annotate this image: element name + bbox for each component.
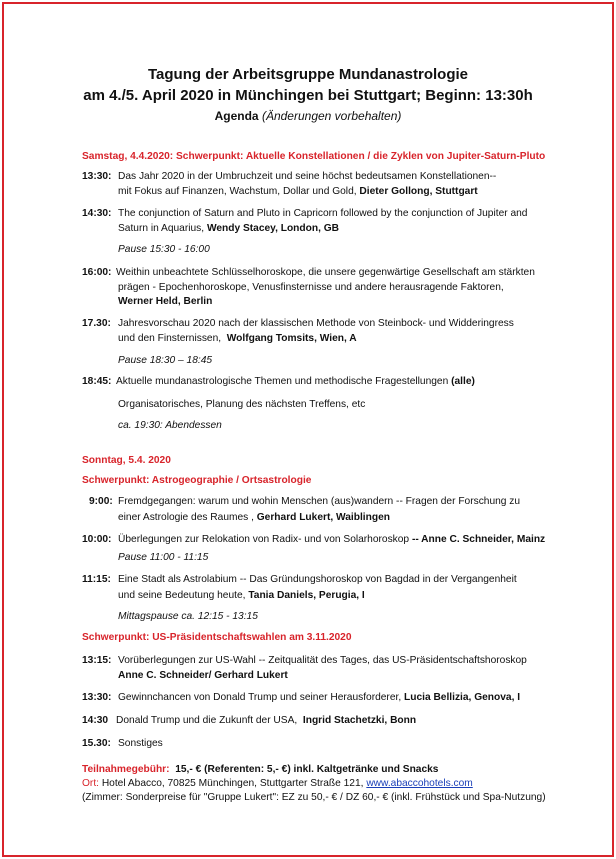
session-speaker: Werner Held, Berlin [118, 296, 213, 307]
session-text-cont [118, 512, 390, 524]
session-time: 10:00: [82, 534, 112, 545]
place-line [82, 778, 473, 790]
session-text: Sonstiges [118, 738, 163, 749]
session-time: 14:30 [82, 715, 109, 726]
focus-heading: Schwerpunkt: US-Präsidentschaftswahlen am 3.11.2020 [82, 632, 352, 643]
agenda-note: (Änderungen vorbehalten) [261, 109, 402, 123]
session-speaker: Wolfgang Tomsits, Wien, A [226, 333, 357, 344]
break-note: Pause 18:30 – 18:45 [118, 355, 213, 366]
session-time: 16:00: [82, 267, 112, 278]
session-time: 13:30: [82, 692, 112, 703]
session-text: Eine Stadt als Astrolabium -- Das Gründungshoroskop von Bagdad in der Vergangenheit [118, 574, 517, 585]
session-speaker: Tania Daniels, Perugia, I [248, 590, 365, 601]
session-text: Jahresvorschau 2020 nach der klassischen Methode von Steinbock- und Widderingress [118, 318, 514, 329]
session-text: The conjunction of Saturn and Pluto in Capricorn followed by the conjunction of Jupiter and [118, 208, 528, 219]
session-text-cont [118, 186, 478, 198]
session-text-cont [118, 333, 357, 345]
page-border [2, 2, 614, 857]
session-text: Saturn in Aquarius, [118, 223, 205, 234]
place-text: Hotel Abacco, 70825 Münchingen, Stuttgarter Straße 121, [101, 778, 364, 789]
session-text-cont [116, 715, 416, 727]
fee-line [82, 764, 438, 776]
session-time: 14:30: [82, 208, 112, 219]
session-speaker: Lucia Bellizia, Genova, I [404, 692, 521, 703]
session-time: 11:15: [82, 574, 111, 585]
session-text-cont [118, 692, 520, 704]
session-time: 9:00: [89, 496, 113, 507]
agenda-label: Agenda [214, 109, 259, 123]
session-text: Das Jahr 2020 in der Umbruchzeit und seine höchst bedeutsamen Konstellationen-- [118, 171, 497, 182]
session-text: Organisatorisches, Planung des nächsten Treffens, etc [118, 399, 366, 410]
session-time: 13:15: [82, 655, 112, 666]
session-text-cont [118, 223, 339, 235]
session-text: Gewinnchancen von Donald Trump und seiner Herausforderer, [118, 692, 402, 703]
session-time: 17.30: [82, 318, 111, 329]
break-note: Pause 15:30 - 16:00 [118, 244, 210, 255]
fee-text: 15,- € (Referenten: 5,- €) inkl. Kaltgetränke und Snacks [175, 764, 439, 775]
session-text: einer Astrologie des Raumes , [118, 512, 254, 523]
session-text: und den Finsternissen, [118, 333, 222, 344]
session-speaker: Anne C. Schneider/ Gerhard Lukert [118, 670, 288, 681]
session-text: Überlegungen zur Relokation von Radix- und von Solarhoroskop [118, 534, 410, 545]
session-time: 13:30: [82, 171, 112, 182]
session-text: Weithin unbeachtete Schlüsselhoroskope, die unsere gegenwärtige Gesellschaft am stärkten [116, 267, 535, 278]
break-note: Pause 11:00 - 11:15 [118, 552, 209, 563]
saturday-heading: Samstag, 4.4.2020: Schwerpunkt: Aktuelle Konstellationen / die Zyklen von Jupiter-Saturn-Pluto [82, 151, 546, 162]
session-text-cont [116, 376, 475, 388]
session-text: und seine Bedeutung heute, [118, 590, 246, 601]
session-time: 18:45: [82, 376, 112, 387]
document-title: Tagung der Arbeitsgruppe Mundanastrologie [147, 66, 468, 83]
session-speaker: Dieter Gollong, Stuttgart [359, 186, 478, 197]
document-subtitle: am 4./5. April 2020 in Münchingen bei Stuttgart; Beginn: 13:30h [83, 87, 533, 104]
session-text: prägen - Epochenhoroskope, Venusfinsternisse und andere herausragende Faktoren, [118, 282, 504, 293]
session-text: Vorüberlegungen zur US-Wahl -- Zeitqualität des Tages, das US-Präsidentschaftshoroskop [118, 655, 527, 666]
session-speaker: -- Anne C. Schneider, Mainz [411, 534, 546, 545]
session-speaker: Wendy Stacey, London, GB [206, 223, 340, 234]
rooms-note: (Zimmer: Sonderpreise für "Gruppe Lukert": EZ zu 50,- € / DZ 60,- € (inkl. Frühstück und Spa-Nutzung) [82, 792, 546, 803]
session-speaker: Gerhard Lukert, Waiblingen [256, 512, 390, 523]
sunday-heading: Sonntag, 5.4. 2020 [82, 455, 171, 466]
focus-heading: Schwerpunkt: Astrogeographie / Ortsastrologie [82, 475, 312, 486]
fee-label: Teilnahmegebühr: [82, 764, 170, 775]
hotel-website-link[interactable]: www.abaccohotels.com [366, 778, 473, 789]
session-text-cont [118, 590, 365, 602]
session-time: 15.30: [82, 738, 111, 749]
session-speaker: Ingrid Stachetzki, Bonn [302, 715, 417, 726]
agenda-heading [0, 109, 616, 124]
session-text-cont [118, 534, 545, 546]
break-note: ca. 19:30: Abendessen [118, 420, 222, 431]
session-text: Aktuelle mundanastrologische Themen und methodische Fragestellungen [116, 376, 449, 387]
place-label: Ort: [82, 778, 99, 789]
session-text: Fremdgegangen: warum und wohin Menschen (aus)wandern -- Fragen der Forschung zu [118, 496, 521, 507]
session-text: mit Fokus auf Finanzen, Wachstum, Dollar und Gold, [118, 186, 357, 197]
session-speaker: (alle) [451, 376, 475, 387]
session-text: Donald Trump und die Zukunft der USA, [116, 715, 298, 726]
break-note: Mittagspause ca. 12:15 - 13:15 [118, 611, 258, 622]
